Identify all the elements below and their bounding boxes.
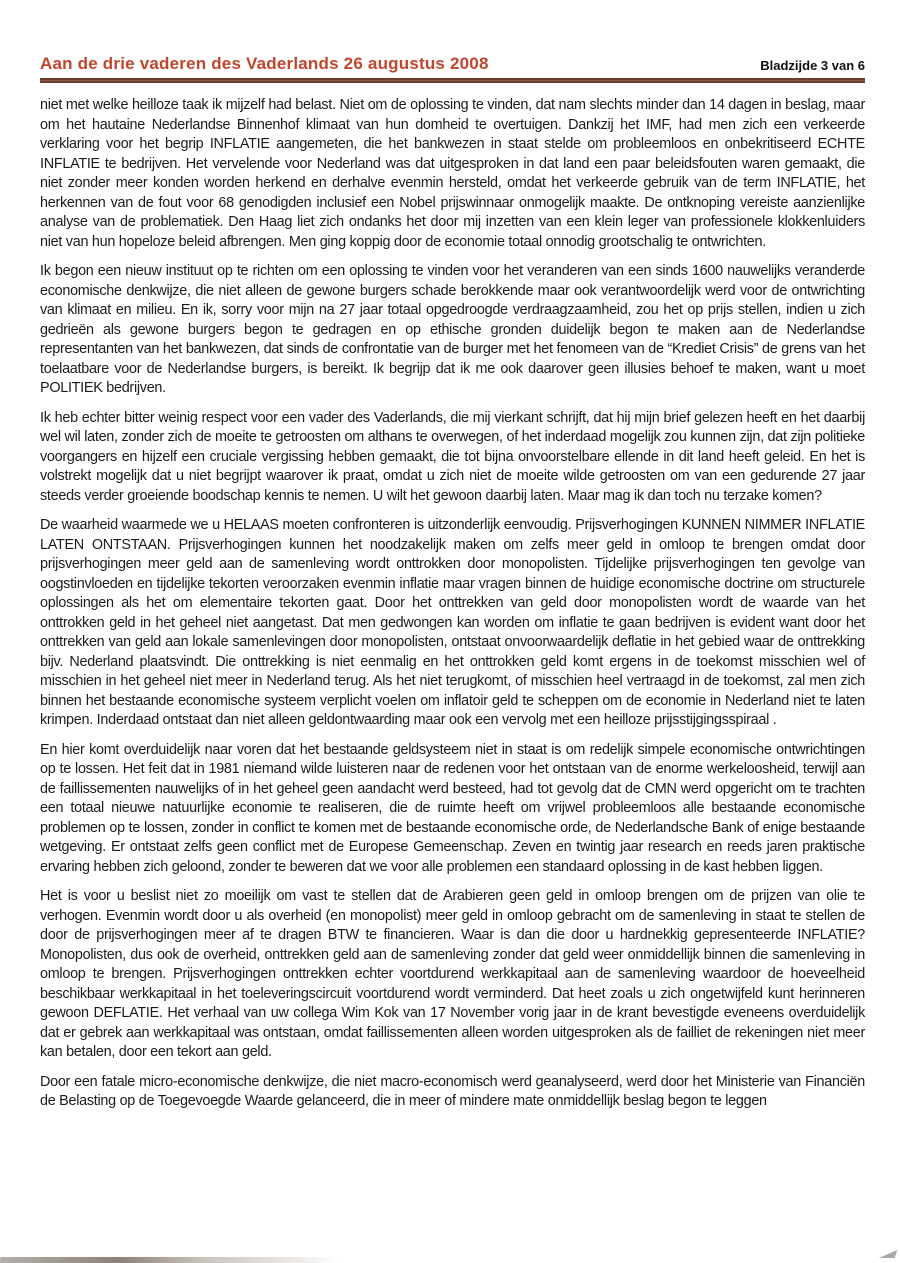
page-number-indicator: Bladzijde 3 van 6 xyxy=(760,58,865,73)
paragraph: Het is voor u beslist niet zo moeilijk om vast te stellen dat de Arabieren geen geld in omloop brengen om de prijzen van olie te verhogen. Evenmin wordt door u als overheid (en monopolist) meer geld in omloop gebracht om de samenleving in staat te stellen de door de prijsverhogingen meer af te dragen BTW te financieren. Waar is dan die door u hardnekkig gepresenteerde INFLATIE? Monopolisten, dus ook de overheid, onttrekken geld aan de samenleving zonder dat geld weer onmiddellijk binnen die samenleving in omloop te brengen. Prijsverhogingen onttrekken echter voortdurend werkkapitaal aan de samenleving waardoor de hoeveelheid beschikbaar werkkapitaal in het toeleveringscircuit voortdurend wordt verminderd. Dat heet zoals u zich ongetwijfeld kunt herinneren gewoon DEFLATIE. Het verhaal van uw collega Wim Kok van 17 November vorig jaar in de krant bevestigde eveneens overduidelijk dat er gebrek aan werkkapitaal was ontstaan, omdat faillissementen alleen worden uitgesproken als de failliet de rekeningen niet meer kan betalen, door een tekort aan geld. xyxy=(40,888,865,1060)
paragraph: Door een fatale micro-economische denkwijze, die niet macro-economisch werd geanalyseerd, werd door het Ministerie van Financiën de Belasting op de Toegevoegde Waarde gelanceerd, die in meer of mindere mate onmiddellijk beslag begon te leggen xyxy=(40,1073,865,1109)
cursor-artifact xyxy=(879,1250,898,1258)
paragraph: niet met welke heilloze taak ik mijzelf had belast. Niet om de oplossing te vinden, dat nam slechts minder dan 14 dagen in beslag, maar om het hautaine Nederlandse Binnenhof klimaat van hun domheid te overtuigen. Dankzij het IMF, had men zich een verkeerde verklaring voor het begrip INFLATIE aangemeten, die het bankwezen in staat stelde om probleemloos en onbekritiseerd ECHTE INFLATIE te bedrijven. Het vervelende voor Nederland was dat uitgesproken in dat land een paar beleidsfouten waren gemaakt, die niet zonder meer konden worden herkend en derhalve evenmin hersteld, omdat het verkeerde gebruik van de term INFLATIE, het herkennen van de fout voor 68 genodigden inclusief een Nobel prijswinnaar onmogelijk maakte. De ontknoping vereiste aanzienlijke analyse van de problematiek. Den Haag liet zich ondanks het door mij inzetten van een klein leger van professionele klokkenluiders niet van hun hopeloze beleid afbrengen. Men ging koppig door de economie totaal onnodig grootschalig te ontwrichten. xyxy=(40,97,865,250)
document-title: Aan de drie vaderen des Vaderlands 26 augustus 2008 xyxy=(40,54,489,73)
scan-artifact-smudge xyxy=(0,1257,340,1263)
paragraph: Ik begon een nieuw instituut op te richten om een oplossing te vinden voor het veranderen van een sinds 1600 nauwelijks veranderde economische denkwijze, die niet alleen de gewone burgers schade berokkende maar ook verantwoordelijk werd voor de ontwrichting van klimaat en milieu. En ik, sorry voor mijn na 27 jaar totaal opgedroogde verdraagzaamheid, zou het op prijs stellen, indien u zich gedrieën als gewone burgers begon te gedragen en op ethische gronden duidelijk begon te maken aan de Nederlandse representanten van het bankwezen, dat sinds de confrontatie van de burger met het fenomeen van de “Krediet Crisis” de grens van het toelaatbare voor de Nederlandse burgers, is bereikt. Ik begrijp dat ik me ook daarover geen illusies behoef te maken, want u moet POLITIEK bedrijven. xyxy=(40,263,865,396)
paragraph: En hier komt overduidelijk naar voren dat het bestaande geldsysteem niet in staat is om redelijk simpele economische ontwrichtingen op te lossen. Het feit dat in 1981 niemand wilde luisteren naar de redenen voor het ontstaan van de enorme werkeloosheid, terwijl aan de faillissementen nauwelijks of in het geheel geen aandacht werd besteed, had tot gevolg dat de CMN werd opgericht om te trachten een totaal nieuwe natuurlijke economie te realiseren, die de ruimte heeft om vrijwel probleemloos alle bestaande economische problemen op te lossen, zonder in conflict te komen met de bestaande economische orde, de Nederlandsche Bank of enige bestaande wetgeving. Er ontstaat zelfs geen conflict met de Europese Gemeenschap. Zeven en twintig jaar research en reeds jaren praktische ervaring hebben zich geloond, zonder te beweren dat we voor alle problemen een standaard oplossing in de kast hebben liggen. xyxy=(40,741,865,875)
paragraph: Ik heb echter bitter weinig respect voor een vader des Vaderlands, die mij vierkant schrijft, dat hij mijn brief gelezen heeft en het daarbij wel wil laten, zonder zich de moeite te getroosten om althans te overwegen, of het inderdaad mogelijk zou kunnen zijn, dat zijn politieke voorgangers en hijzelf een cruciale vergissing hebben gemaakt, die tot bijna onvoorstelbare ellende in dit land heeft geleid. En het is volstrekt mogelijk dat u niet begrijpt waarover ik praat, omdat u zich niet de moeite wilde getroosten om van een gedurende 27 jaar steeds verder groeiende boodschap kennis te nemen. U wilt het gewoon daarbij laten. Maar mag ik dan toch nu terzake komen? xyxy=(40,409,865,504)
letter-body xyxy=(40,96,865,1122)
paragraph: De waarheid waarmede we u HELAAS moeten confronteren is uitzonderlijk eenvoudig. Prijsverhogingen KUNNEN NIMMER INFLATIE LATEN ONTSTAAN. Prijsverhogingen kunnen het noodzakelijk maken om zelfs meer geld in omloop te brengen omdat door prijsverhogingen meer geld aan de samenleving wordt onttrokken door monopolisten. Tijdelijke prijsverhogingen ten gevolge van oogstinvloeden en tijdelijke tekorten veroorzaken evenmin inflatie maar vragen binnen de huidige economische doctrine om structurele oplossingen als het om elementaire tekorten gaat. Door het onttrekken van geld door monopolisten wordt de waarde van het onttrokken geld in het geheel niet aangetast. Dat men gedwongen kan worden om inflatie te gaan bedrijven is evident want door het onttrekken van geld aan lokale samenlevingen door monopolisten, ontstaat onvoorwaardelijk deflatie in het gebied waar de onttrekking bijv. Nederland plaatsvindt. Die onttrekking is niet eenmalig en het onttrokken geld komt ergens in de toekomst misschien wel of misschien in het geheel niet meer in Nederland terug. Als het niet terugkomt, of misschien heel vertraagd in de toekomst, zal men zich binnen het bestaande economische systeem verplicht voelen om inflatoir geld te scheppen om de economie in Nederland niet te laten krimpen. Inderdaad ontstaat dan niet alleen geldontwaarding maar ook een vervolg met een heilloze prijsstijgingsspiraal . xyxy=(40,517,865,728)
header-divider-rule xyxy=(40,78,865,83)
page-header xyxy=(40,54,865,74)
